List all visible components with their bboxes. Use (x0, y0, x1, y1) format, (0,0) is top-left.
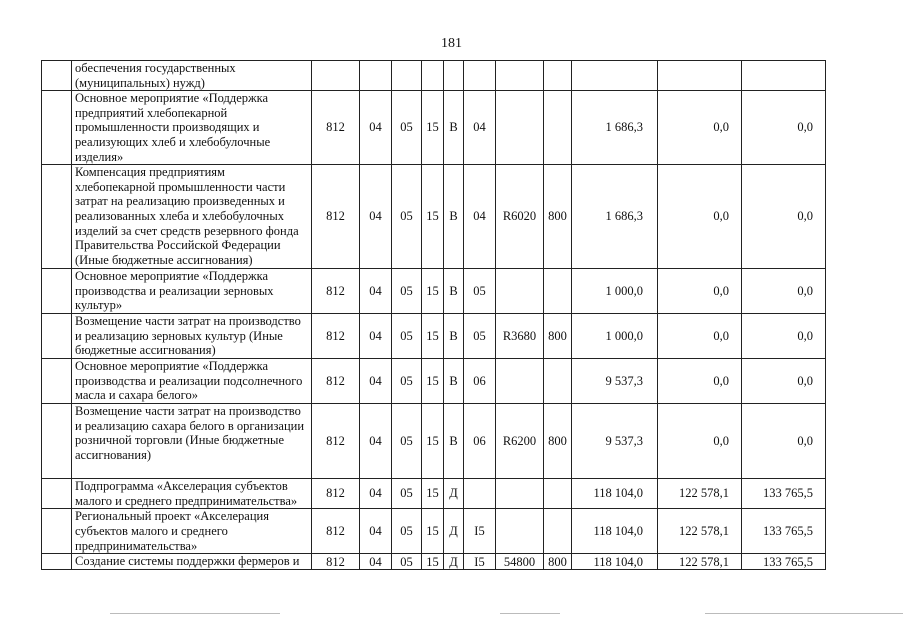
item-name: Основное мероприятие «Поддержка предприятий хлебопекарной промышленности производящих и реализующих хлеб и хлебобулочные изделия» (72, 91, 312, 165)
program-code: 15 (422, 91, 444, 165)
section-code: 04 (360, 404, 392, 479)
index-cell (42, 359, 72, 404)
subsection-code: 05 (392, 91, 422, 165)
subprogram-code: В (444, 165, 464, 269)
program-code: 15 (422, 479, 444, 509)
amount-year-2: 122 578,1 (658, 554, 742, 570)
expense-type (544, 509, 572, 554)
amount-year-2: 0,0 (658, 314, 742, 359)
ministry-code: 812 (312, 314, 360, 359)
expense-type: 800 (544, 554, 572, 570)
item-name: Возмещение части затрат на производство и реализацию сахара белого в организации розничной торговли (Иные бюджетные ассигнования) (72, 404, 312, 479)
amount-year-1: 1 000,0 (572, 269, 658, 314)
section-code: 04 (360, 359, 392, 404)
ministry-code: 812 (312, 359, 360, 404)
item-name: Региональный проект «Акселерация субъектов малого и среднего предпринимательства» (72, 509, 312, 554)
section-code: 04 (360, 314, 392, 359)
index-cell (42, 554, 72, 570)
section-code: 04 (360, 269, 392, 314)
table-row (42, 314, 826, 359)
program-code: 15 (422, 314, 444, 359)
program-code: 15 (422, 269, 444, 314)
table-row (42, 404, 826, 479)
subprogram-code: Д (444, 554, 464, 570)
direction-code (496, 269, 544, 314)
ministry-code: 812 (312, 269, 360, 314)
event-code: I5 (464, 509, 496, 554)
subprogram-code: В (444, 359, 464, 404)
program-code: 15 (422, 509, 444, 554)
subsection-code: 05 (392, 479, 422, 509)
event-code (464, 61, 496, 91)
subsection-code: 05 (392, 165, 422, 269)
amount-year-1: 9 537,3 (572, 404, 658, 479)
item-name: Основное мероприятие «Поддержка производства и реализации подсолнечного масла и сахара белого» (72, 359, 312, 404)
amount-year-1: 1 000,0 (572, 314, 658, 359)
section-code: 04 (360, 509, 392, 554)
amount-year-2: 0,0 (658, 359, 742, 404)
ministry-code: 812 (312, 554, 360, 570)
section-code: 04 (360, 91, 392, 165)
subprogram-code: Д (444, 509, 464, 554)
expense-type (544, 479, 572, 509)
item-name: Создание системы поддержки фермеров и (72, 554, 312, 570)
expense-type (544, 269, 572, 314)
scan-artifact-line (500, 613, 560, 614)
amount-year-2: 122 578,1 (658, 479, 742, 509)
ministry-code: 812 (312, 91, 360, 165)
ministry-code: 812 (312, 479, 360, 509)
program-code: 15 (422, 359, 444, 404)
ministry-code: 812 (312, 404, 360, 479)
ministry-code: 812 (312, 165, 360, 269)
program-code: 15 (422, 165, 444, 269)
subprogram-code: В (444, 314, 464, 359)
amount-year-1: 118 104,0 (572, 554, 658, 570)
item-name: Компенсация предприятиям хлебопекарной промышленности части затрат на реализацию произведенных и реализованных хлеба и хлебобулочных изделий за счет средств резервного фонда Правительства Российской Федерации (Иные бюджетные ассигнования) (72, 165, 312, 269)
amount-year-3: 0,0 (742, 165, 826, 269)
subprogram-code: В (444, 269, 464, 314)
event-code: 06 (464, 404, 496, 479)
amount-year-3: 0,0 (742, 91, 826, 165)
amount-year-2: 0,0 (658, 269, 742, 314)
index-cell (42, 269, 72, 314)
ministry-code (312, 61, 360, 91)
item-name: Основное мероприятие «Поддержка производства и реализации зерновых культур» (72, 269, 312, 314)
index-cell (42, 404, 72, 479)
subprogram-code: В (444, 404, 464, 479)
index-cell (42, 91, 72, 165)
expense-type (544, 61, 572, 91)
item-name: обеспечения государственных (муниципальных) нужд) (72, 61, 312, 91)
amount-year-2: 0,0 (658, 165, 742, 269)
event-code: 04 (464, 91, 496, 165)
event-code: 05 (464, 269, 496, 314)
subsection-code: 05 (392, 509, 422, 554)
program-code (422, 61, 444, 91)
table-row (42, 61, 826, 91)
index-cell (42, 61, 72, 91)
amount-year-3: 133 765,5 (742, 479, 826, 509)
index-cell (42, 479, 72, 509)
amount-year-3: 0,0 (742, 404, 826, 479)
event-code: I5 (464, 554, 496, 570)
table-row (42, 165, 826, 269)
scan-artifact-line (705, 613, 903, 614)
page-number: 181 (441, 36, 462, 51)
index-cell (42, 314, 72, 359)
amount-year-3 (742, 61, 826, 91)
subprogram-code: В (444, 91, 464, 165)
index-cell (42, 165, 72, 269)
subsection-code: 05 (392, 404, 422, 479)
program-code: 15 (422, 404, 444, 479)
subprogram-code (444, 61, 464, 91)
table-row (42, 479, 826, 509)
subsection-code: 05 (392, 554, 422, 570)
amount-year-1: 9 537,3 (572, 359, 658, 404)
amount-year-2 (658, 61, 742, 91)
expense-type: 800 (544, 165, 572, 269)
direction-code (496, 61, 544, 91)
amount-year-1: 1 686,3 (572, 91, 658, 165)
event-code (464, 479, 496, 509)
direction-code: R6200 (496, 404, 544, 479)
direction-code (496, 509, 544, 554)
direction-code: 54800 (496, 554, 544, 570)
event-code: 04 (464, 165, 496, 269)
amount-year-3: 0,0 (742, 269, 826, 314)
table-row (42, 91, 826, 165)
amount-year-3: 133 765,5 (742, 554, 826, 570)
amount-year-3: 133 765,5 (742, 509, 826, 554)
scan-artifact-line (110, 613, 280, 614)
table-row (42, 509, 826, 554)
subsection-code (392, 61, 422, 91)
amount-year-3: 0,0 (742, 314, 826, 359)
table-row (42, 359, 826, 404)
expense-type (544, 91, 572, 165)
table-row (42, 554, 826, 570)
section-code: 04 (360, 165, 392, 269)
program-code: 15 (422, 554, 444, 570)
event-code: 05 (464, 314, 496, 359)
subprogram-code: Д (444, 479, 464, 509)
expense-type: 800 (544, 314, 572, 359)
section-code: 04 (360, 479, 392, 509)
ministry-code: 812 (312, 509, 360, 554)
direction-code (496, 479, 544, 509)
expense-type (544, 359, 572, 404)
direction-code: R6020 (496, 165, 544, 269)
subsection-code: 05 (392, 359, 422, 404)
index-cell (42, 509, 72, 554)
item-name: Возмещение части затрат на производство и реализацию зерновых культур (Иные бюджетные ассигнования) (72, 314, 312, 359)
amount-year-2: 0,0 (658, 404, 742, 479)
budget-table (41, 60, 826, 570)
amount-year-2: 0,0 (658, 91, 742, 165)
amount-year-1: 1 686,3 (572, 165, 658, 269)
subsection-code: 05 (392, 269, 422, 314)
event-code: 06 (464, 359, 496, 404)
section-code (360, 61, 392, 91)
amount-year-3: 0,0 (742, 359, 826, 404)
amount-year-2: 122 578,1 (658, 509, 742, 554)
amount-year-1 (572, 61, 658, 91)
amount-year-1: 118 104,0 (572, 479, 658, 509)
expense-type: 800 (544, 404, 572, 479)
item-name: Подпрограмма «Акселерация субъектов малого и среднего предпринимательства» (72, 479, 312, 509)
amount-year-1: 118 104,0 (572, 509, 658, 554)
table-row (42, 269, 826, 314)
section-code: 04 (360, 554, 392, 570)
direction-code (496, 359, 544, 404)
subsection-code: 05 (392, 314, 422, 359)
direction-code: R3680 (496, 314, 544, 359)
direction-code (496, 91, 544, 165)
